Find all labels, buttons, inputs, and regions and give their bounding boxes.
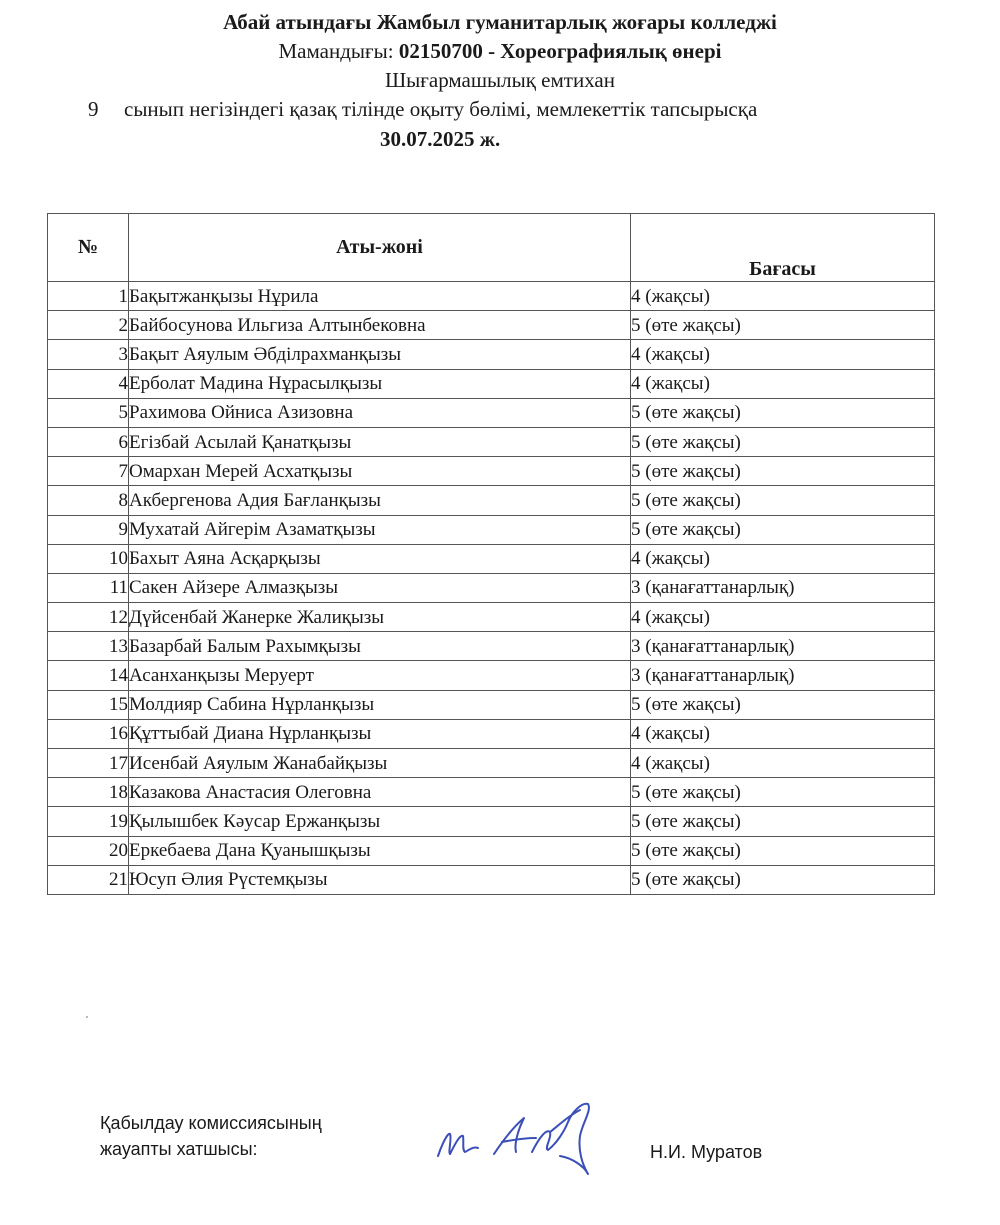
student-name: Сакен Айзере Алмазқызы xyxy=(129,573,631,602)
student-grade: 5 (өте жақсы) xyxy=(631,457,935,486)
student-grade: 3 (қанағаттанарлық) xyxy=(631,661,935,690)
row-number: 13 xyxy=(48,632,129,661)
specialty-line xyxy=(0,37,1000,66)
student-grade: 5 (өте жақсы) xyxy=(631,398,935,427)
row-number: 11 xyxy=(48,573,129,602)
grades-table xyxy=(47,213,935,895)
student-name: Бақыт Аяулым Әбділрахманқызы xyxy=(129,340,631,369)
table-row xyxy=(48,486,935,515)
student-name: Омархан Мерей Асхатқызы xyxy=(129,457,631,486)
class-line xyxy=(0,95,1000,124)
handwritten-signature xyxy=(432,1088,612,1183)
header-grade: Бағасы xyxy=(631,214,935,282)
table-row xyxy=(48,603,935,632)
student-grade: 4 (жақсы) xyxy=(631,749,935,778)
table-row xyxy=(48,807,935,836)
table-row xyxy=(48,340,935,369)
student-grade: 5 (өте жақсы) xyxy=(631,427,935,456)
table-row xyxy=(48,632,935,661)
student-name: Дүйсенбай Жанерке Жалиқызы xyxy=(129,603,631,632)
exam-date: 30.07.2025 ж. xyxy=(380,127,501,151)
student-name: Исенбай Аяулым Жанабайқызы xyxy=(129,749,631,778)
student-name: Асанханқызы Меруерт xyxy=(129,661,631,690)
document-header xyxy=(0,8,1000,154)
row-number: 6 xyxy=(48,427,129,456)
student-grade: 3 (қанағаттанарлық) xyxy=(631,632,935,661)
table-row xyxy=(48,427,935,456)
college-title: Абай атындағы Жамбыл гуманитарлық жоғары колледжі xyxy=(223,10,777,34)
student-name: Молдияр Сабина Нұрланқызы xyxy=(129,690,631,719)
student-grade: 4 (жақсы) xyxy=(631,544,935,573)
row-number: 9 xyxy=(48,515,129,544)
student-name: Ерболат Мадина Нұрасылқызы xyxy=(129,369,631,398)
table-row xyxy=(48,865,935,894)
row-number: 4 xyxy=(48,369,129,398)
student-name: Егізбай Асылай Қанатқызы xyxy=(129,427,631,456)
table-row xyxy=(48,690,935,719)
table-row xyxy=(48,311,935,340)
table-row xyxy=(48,457,935,486)
row-number: 21 xyxy=(48,865,129,894)
student-grade: 5 (өте жақсы) xyxy=(631,311,935,340)
student-name: Юсуп Әлия Рүстемқызы xyxy=(129,865,631,894)
table-row xyxy=(48,515,935,544)
student-grade: 5 (өте жақсы) xyxy=(631,807,935,836)
student-grade: 4 (жақсы) xyxy=(631,719,935,748)
table-row xyxy=(48,544,935,573)
row-number: 5 xyxy=(48,398,129,427)
signatory-role xyxy=(100,1110,322,1162)
student-grade: 5 (өте жақсы) xyxy=(631,778,935,807)
header-name: Аты-жоні xyxy=(129,214,631,282)
signatory-role-line2: жауапты хатшысы: xyxy=(100,1139,258,1159)
specialty-value: 02150700 - Хореографиялық өнері xyxy=(398,39,722,63)
table-header-row xyxy=(48,214,935,282)
student-name: Байбосунова Ильгиза Алтынбековна xyxy=(129,311,631,340)
student-name: Бақытжанқызы Нұрила xyxy=(129,282,631,311)
date-line xyxy=(0,124,1000,154)
table-row xyxy=(48,398,935,427)
table-row xyxy=(48,369,935,398)
student-grade: 5 (өте жақсы) xyxy=(631,865,935,894)
specialty-label: Мамандығы: xyxy=(278,39,394,63)
row-number: 15 xyxy=(48,690,129,719)
student-grade: 3 (қанағаттанарлық) xyxy=(631,573,935,602)
row-number: 20 xyxy=(48,836,129,865)
row-number: 18 xyxy=(48,778,129,807)
student-grade: 4 (жақсы) xyxy=(631,282,935,311)
exam-title: Шығармашылық емтихан xyxy=(384,68,615,92)
signatory-role-line1: Қабылдау комиссиясының xyxy=(100,1113,322,1133)
header-number: № xyxy=(48,214,129,282)
student-grade: 5 (өте жақсы) xyxy=(631,836,935,865)
row-number: 12 xyxy=(48,603,129,632)
table-row xyxy=(48,661,935,690)
student-name: Базарбай Балым Рахымқызы xyxy=(129,632,631,661)
class-number: 9 xyxy=(88,97,99,121)
student-name: Мухатай Айгерім Азаматқызы xyxy=(129,515,631,544)
student-grade: 4 (жақсы) xyxy=(631,369,935,398)
student-name: Бахыт Аяна Асқарқызы xyxy=(129,544,631,573)
student-name: Қылышбек Кәусар Ержанқызы xyxy=(129,807,631,836)
row-number: 17 xyxy=(48,749,129,778)
student-grade: 4 (жақсы) xyxy=(631,340,935,369)
row-number: 16 xyxy=(48,719,129,748)
row-number: 7 xyxy=(48,457,129,486)
student-name: Акбергенова Адия Бағланқызы xyxy=(129,486,631,515)
row-number: 1 xyxy=(48,282,129,311)
student-grade: 5 (өте жақсы) xyxy=(631,515,935,544)
class-description: сынып негізіндегі қазақ тілінде оқыту бөлімі, мемлекеттік тапсырысқа xyxy=(124,97,758,121)
student-grade: 5 (өте жақсы) xyxy=(631,486,935,515)
student-name: Рахимова Ойниса Азизовна xyxy=(129,398,631,427)
row-number: 2 xyxy=(48,311,129,340)
table-row xyxy=(48,573,935,602)
row-number: 14 xyxy=(48,661,129,690)
row-number: 19 xyxy=(48,807,129,836)
student-name: Құттыбай Диана Нұрланқызы xyxy=(129,719,631,748)
student-grade: 5 (өте жақсы) xyxy=(631,690,935,719)
row-number: 3 xyxy=(48,340,129,369)
table-body xyxy=(48,282,935,895)
table-row xyxy=(48,749,935,778)
table-row xyxy=(48,778,935,807)
scan-speck xyxy=(86,1016,88,1018)
row-number: 10 xyxy=(48,544,129,573)
row-number: 8 xyxy=(48,486,129,515)
table-row xyxy=(48,282,935,311)
student-name: Казакова Анастасия Олеговна xyxy=(129,778,631,807)
table-row xyxy=(48,836,935,865)
signer-name: Н.И. Муратов xyxy=(650,1142,763,1162)
table-row xyxy=(48,719,935,748)
student-name: Еркебаева Дана Қуанышқызы xyxy=(129,836,631,865)
student-grade: 4 (жақсы) xyxy=(631,603,935,632)
